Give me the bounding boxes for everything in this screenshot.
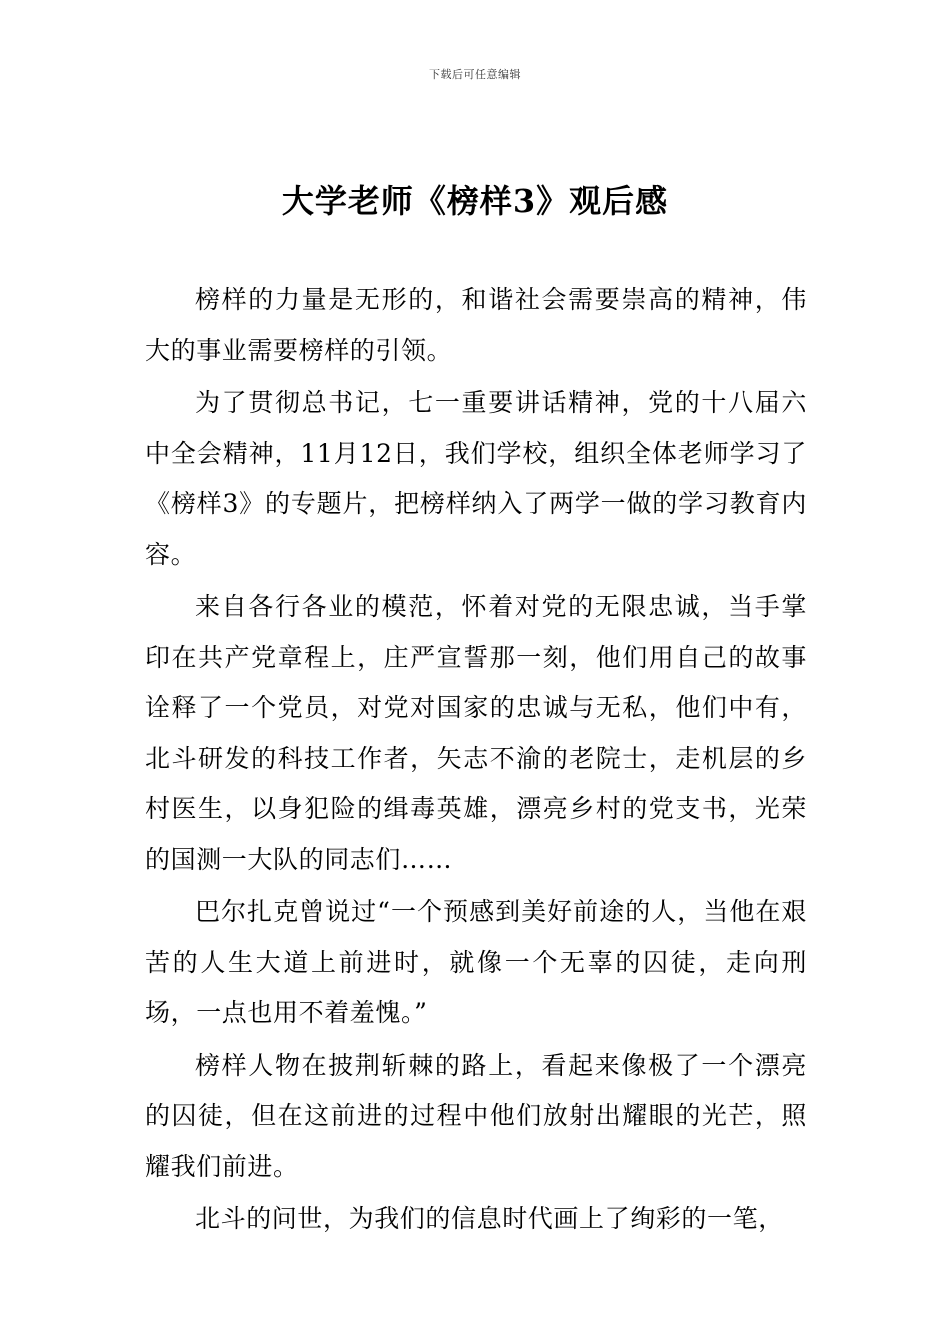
- header-note: 下载后可任意编辑: [429, 68, 521, 81]
- paragraph-5: 榜样人物在披荆斩棘的路上，看起来像极了一个漂亮的囚徒，但在这前进的过程中他们放射出耀眼的光芒，照耀我们前进。: [145, 1050, 807, 1181]
- paragraph-3: 来自各行各业的模范，怀着对党的无限忠诚，当手掌印在共产党章程上，庄严宣誓那一刻，他们用自己的故事诠释了一个党员，对党对国家的忠诚与无私，他们中有，北斗研发的科技工作者，矢志不渝的老院士，走机层的乡村医生，以身犯险的缉毒英雄，漂亮乡村的党支书，光荣的国测一大队的同志们……: [145, 592, 807, 874]
- document-title: 大学老师《榜样3》观后感: [281, 182, 669, 220]
- paragraph-1: 榜样的力量是无形的，和谐社会需要崇高的精神，伟大的事业需要榜样的引领。: [145, 285, 807, 365]
- paragraph-6: 北斗的问世，为我们的信息时代画上了绚彩的一笔，: [195, 1204, 784, 1233]
- document-body: [145, 275, 807, 1247]
- paragraph-2: 为了贯彻总书记，七一重要讲话精神，党的十八届六中全会精神，11月12日，我们学校，组织全体老师学习了《榜样3》的专题片，把榜样纳入了两学一做的学习教育内容。: [145, 388, 807, 569]
- paragraph-4: 巴尔扎克曾说过“一个预感到美好前途的人，当他在艰苦的人生大道上前进时，就像一个无辜的囚徒，走向刑场，一点也用不着羞愧。”: [145, 897, 807, 1027]
